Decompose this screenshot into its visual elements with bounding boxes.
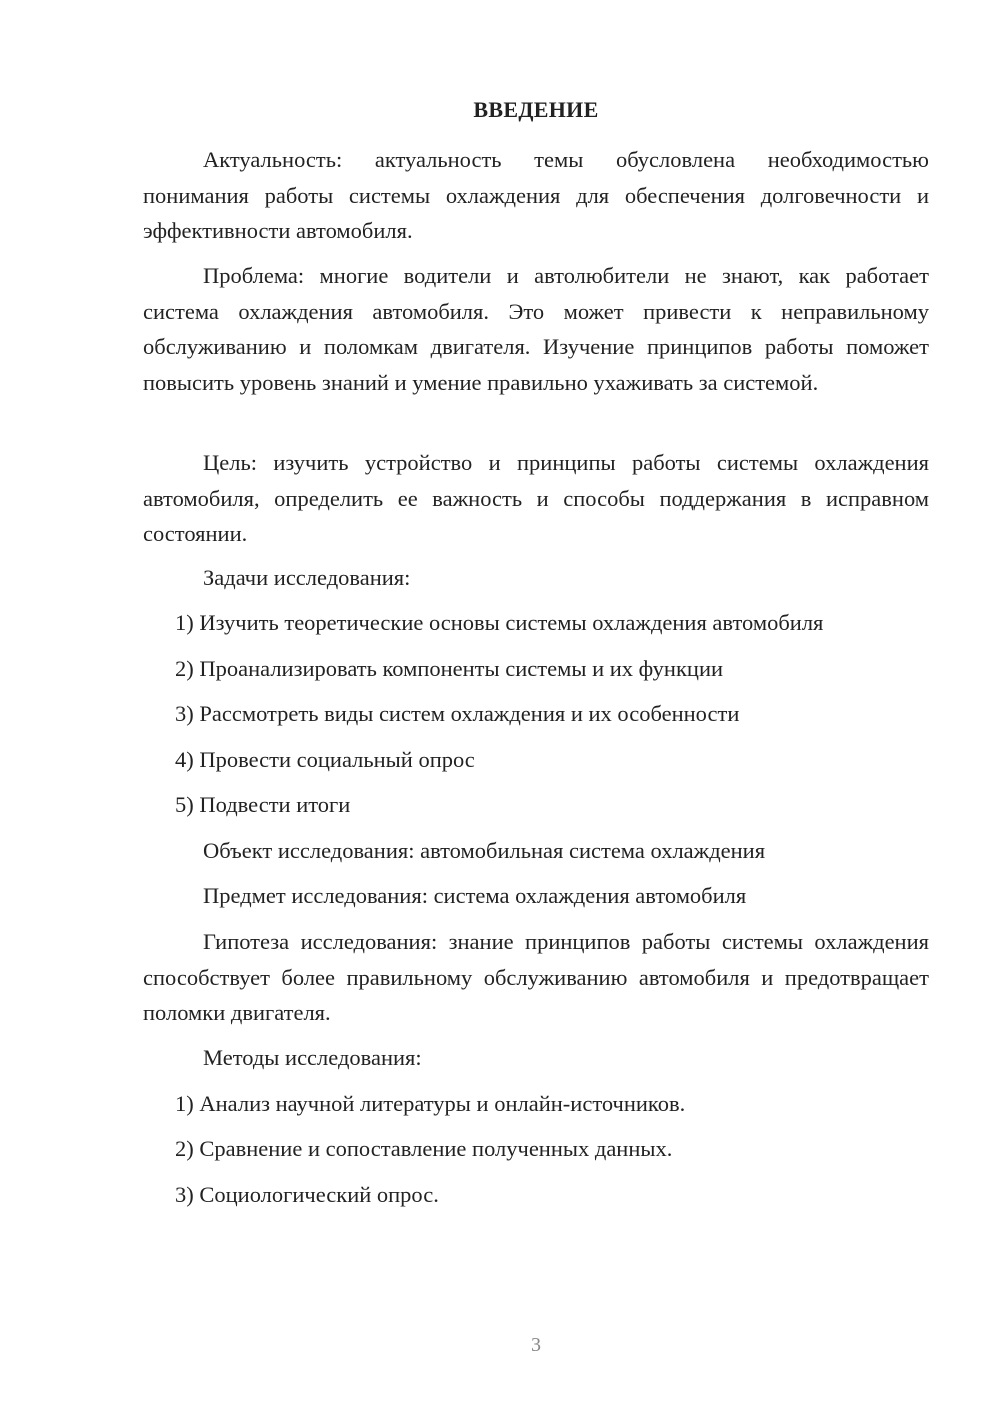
tasks-heading: Задачи исследования: xyxy=(203,565,411,590)
paragraph-hypothesis: Гипотеза исследования: знание принципов работы системы охлаждения способствует более правильному обслуживанию автомобиля и предотвращает поломки двигателя. xyxy=(143,929,929,1025)
method-item: 3) Социологический опрос. xyxy=(175,1182,439,1207)
paragraph-problem: Проблема: многие водители и автолюбители не знают, как работает система охлаждения автомобиля. Это может привести к неправильному обслуживанию и поломкам двигателя. Изучение принципов работы поможет повысить уровень знаний и умение правильно ухаживать за системой. xyxy=(143,263,929,395)
method-item: 1) Анализ научной литературы и онлайн-источников. xyxy=(175,1091,686,1116)
task-item: 4) Провести социальный опрос xyxy=(175,747,475,772)
task-item: 1) Изучить теоретические основы системы охлаждения автомобиля xyxy=(175,610,824,635)
page-number: 3 xyxy=(531,1334,541,1356)
research-subject: Предмет исследования: система охлаждения автомобиля xyxy=(203,883,747,908)
method-item: 2) Сравнение и сопоставление полученных данных. xyxy=(175,1136,673,1161)
task-item: 5) Подвести итоги xyxy=(175,792,351,817)
task-item: 3) Рассмотреть виды систем охлаждения и их особенности xyxy=(175,701,740,726)
paragraph-relevance: Актуальность: актуальность темы обусловлена необходимостью понимания работы системы охлаждения для обеспечения долговечности и эффективности автомобиля. xyxy=(143,147,929,243)
task-item: 2) Проанализировать компоненты системы и их функции xyxy=(175,656,724,681)
paragraph-goal: Цель: изучить устройство и принципы работы системы охлаждения автомобиля, определить ее важность и способы поддержания в исправном состоянии. xyxy=(143,450,929,546)
page-title: ВВЕДЕНИЕ xyxy=(473,97,599,122)
research-object: Объект исследования: автомобильная система охлаждения xyxy=(203,838,766,863)
methods-heading: Методы исследования: xyxy=(203,1045,422,1070)
